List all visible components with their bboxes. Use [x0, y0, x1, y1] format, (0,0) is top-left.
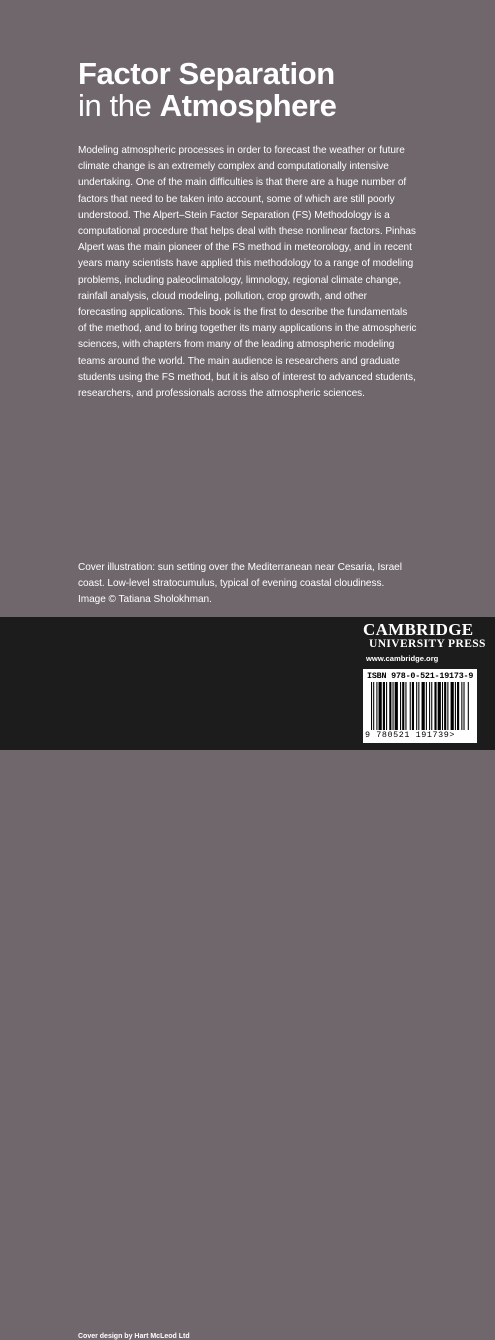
barcode-stripe — [451, 682, 454, 730]
barcode-stripe — [463, 682, 464, 730]
barcode-stripe — [429, 682, 430, 730]
book-description: Modeling atmospheric processes in order to forecast the weather or future climate change is an extremely complex and computationally intensive undertaking. One of the main difficulties is that there are a huge number of factors that need to be taken into account, some of which are still poorly understood. The Alpert–Stein Factor Separation (FS) Methodology is a computational procedure that helps deal with these nonlinear factors. Pinhas Alpert was the main pioneer of the FS method in meteorology, and in recent years many scientists have applied this methodology to a range of modeling problems, including paleoclimatology, limnology, regional climate change, rainfall analysis, cloud modeling, pollution, crop growth, and other forecasting applications. This book is the first to describe the fundamentals of the method, and to bring together its many applications in the atmospheric sciences, with chapters from many of the leading atmospheric modeling teams around the world. The main audience is researchers and graduate students using the FS method, but it is also of interest to advanced students, researchers, and professionals across the atmospheric sciences. — [78, 145, 417, 400]
barcode-stripe — [393, 682, 394, 730]
barcode-stripe — [442, 682, 443, 730]
barcode-digits — [365, 730, 455, 740]
isbn-barcode — [363, 669, 477, 743]
barcode-stripe — [416, 682, 417, 730]
publisher-name: CAMBRIDGE — [363, 620, 474, 639]
barcode-stripe — [461, 682, 462, 730]
title-line-1: Factor Separation — [78, 56, 335, 91]
barcode-number: 9 780521 191739 — [365, 730, 450, 740]
barcode-stripe — [438, 682, 441, 730]
barcode-stripe — [447, 682, 448, 730]
barcode-stripe — [383, 682, 385, 730]
barcode-guard: > — [449, 730, 456, 740]
title-line-2-bold: Atmosphere — [159, 87, 337, 123]
barcode-stripe — [376, 682, 377, 730]
book-title — [78, 58, 337, 121]
barcode-stripe — [468, 682, 469, 730]
barcode-stripe — [457, 682, 459, 730]
barcode-stripe — [371, 682, 372, 730]
barcode-stripe — [431, 682, 432, 730]
cover-design-credit: Cover design by Hart McLeod Ltd — [78, 1333, 190, 1340]
barcode-stripe — [455, 682, 456, 730]
barcode-stripe — [426, 682, 427, 730]
barcode-stripe — [379, 682, 382, 730]
barcode-stripe — [412, 682, 414, 730]
barcode-stripe — [386, 682, 387, 730]
title-line-2 — [78, 87, 337, 123]
barcode-stripe — [402, 682, 404, 730]
isbn-label: ISBN 978-0-521-19173-9 — [367, 671, 474, 681]
barcode-stripe — [400, 682, 401, 730]
barcode-stripe — [418, 682, 419, 730]
barcode-stripe — [405, 682, 406, 730]
barcode-stripe — [389, 682, 391, 730]
barcode-stripe — [410, 682, 411, 730]
barcode-stripe — [395, 682, 398, 730]
footer-band — [0, 617, 495, 1340]
barcode-stripe — [422, 682, 425, 730]
barcode-stripe — [444, 682, 446, 730]
title-line-2-prefix: in the — [78, 87, 152, 123]
publisher-website: www.cambridge.org — [366, 654, 439, 663]
cover-illustration-caption: Cover illustration: sun setting over the Mediterranean near Cesaria, Israel coast. Low-level stratocumulus, typical of evening coastal cloudiness. Image © Tatiana Sholokhman. — [78, 562, 402, 606]
publisher-press: UNIVERSITY PRESS — [369, 638, 486, 650]
publisher-logo — [363, 621, 486, 651]
barcode-stripe — [373, 682, 374, 730]
barcode-stripe — [434, 682, 436, 730]
barcode-bars — [371, 682, 471, 730]
